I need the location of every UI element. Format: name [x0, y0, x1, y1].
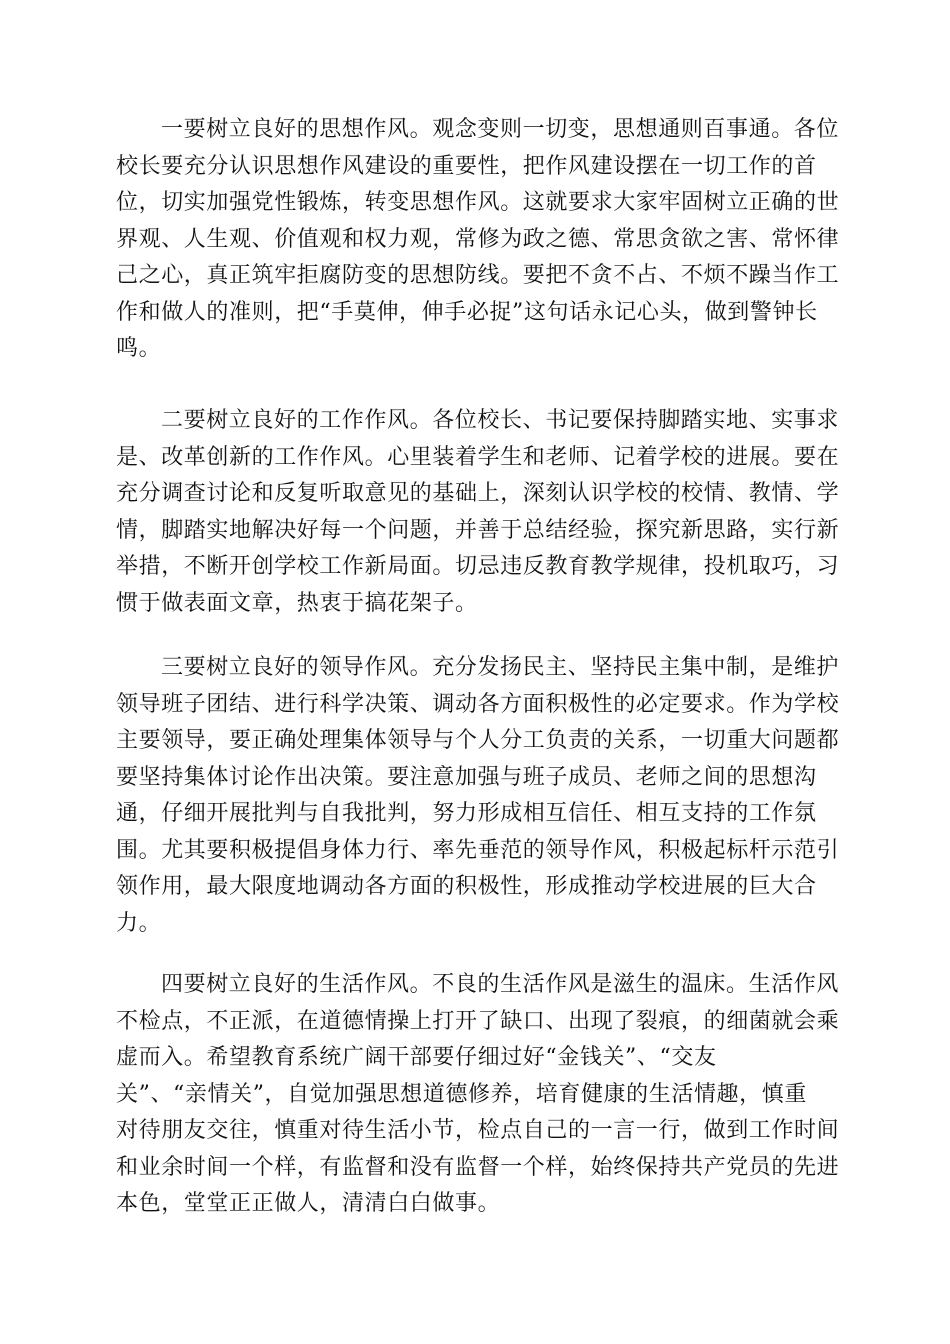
- paragraph-leadership-style: [116, 650, 838, 942]
- paragraph-line: 充分调查讨论和反复听取意见的基础上，深刻认识学校的校情、教情、学: [116, 481, 840, 506]
- paragraph-line: 围。尤其要积极提倡身体力行、率先垂范的领导作风，积极起标杆示范引: [116, 837, 840, 863]
- paragraph-line: 本色，堂堂正正做人，清清白白做事。: [116, 1191, 501, 1216]
- paragraph-line: 举措，不断开创学校工作新局面。切忌违反教育教学规律，投机取巧，习: [116, 554, 840, 579]
- paragraph-line: 通，仔细开展批判与自我批判，努力形成相互信任、相互支持的工作氛: [116, 801, 817, 826]
- paragraph-line: 鸣。: [116, 336, 162, 361]
- paragraph-line: 是、改革创新的工作作风。心里装着学生和老师、记着学校的进展。要在: [116, 444, 840, 470]
- paragraph-line: 四要树立良好的生活作风。不良的生活作风是滋生的温床。生活作风: [161, 972, 840, 997]
- paragraph-line: 惯于做表面文章，热衷于搞花架子。: [116, 590, 478, 616]
- paragraph-line: 主要领导，要正确处理集体领导与个人分工负责的关系，一切重大问题都: [116, 728, 840, 753]
- paragraph-line: 位，切实加强党性锻炼，转变思想作风。这就要求大家牢固树立正确的世: [116, 190, 840, 215]
- paragraph-line: 界观、人生观、价值观和权力观，常修为政之德、常思贪欲之害、常怀律: [116, 226, 840, 252]
- paragraph-line: 对待朋友交往，慎重对待生活小节，检点自己的一言一行，做到工作时间: [116, 1118, 840, 1143]
- paragraph-line: 校长要充分认识思想作风建设的重要性，把作风建设摆在一切工作的首: [116, 153, 817, 179]
- paragraph-line: 虚而入。希望教育系统广阔干部要仔细过好“金钱关”、“交友: [116, 1045, 717, 1070]
- paragraph-line: 领导班子团结、进行科学决策、调动各方面积极性的必定要求。作为学校: [116, 691, 840, 717]
- paragraph-line: 一要树立良好的思想作风。观念变则一切变，思想通则百事通。各位: [161, 117, 840, 142]
- paragraph-line: 情，脚踏实地解决好每一个问题，并善于总结经验，探究新思路，实行新: [116, 517, 840, 543]
- paragraph-line: 关”、“亲情关”，自觉加强思想道德修养，培育健康的生活情趣，慎重: [116, 1081, 807, 1107]
- paragraph-line: 要坚持集体讨论作出决策。要注意加强与班子成员、老师之间的思想沟: [116, 764, 817, 790]
- paragraph-line: 不检点，不正派，在道德情操上打开了缺口、出现了裂痕，的细菌就会乘: [116, 1008, 840, 1034]
- paragraph-line: 和业余时间一个样，有监督和没有监督一个样，始终保持共产党员的先进: [116, 1154, 840, 1180]
- paragraph-line: 己之心，真正筑牢拒腐防变的思想防线。要把不贪不占、不烦不躁当作工: [116, 263, 840, 288]
- paragraph-life-style: [116, 967, 838, 1223]
- paragraph-line: 二要树立良好的工作作风。各位校长、书记要保持脚踏实地、实事求: [161, 408, 840, 433]
- paragraph-line: 作和做人的准则，把“手莫伸，伸手必捉”这句话永记心头，做到警钟长: [116, 299, 818, 325]
- paragraph-line: 领作用，最大限度地调动各方面的积极性，形成推动学校进展的巨大合: [116, 874, 817, 899]
- paragraph-work-style: [116, 403, 838, 622]
- paragraph-ideological-style: [116, 112, 838, 368]
- paragraph-line: 力。: [116, 910, 162, 936]
- paragraph-line: 三要树立良好的领导作风。充分发扬民主、坚持民主集中制，是维护: [161, 655, 840, 680]
